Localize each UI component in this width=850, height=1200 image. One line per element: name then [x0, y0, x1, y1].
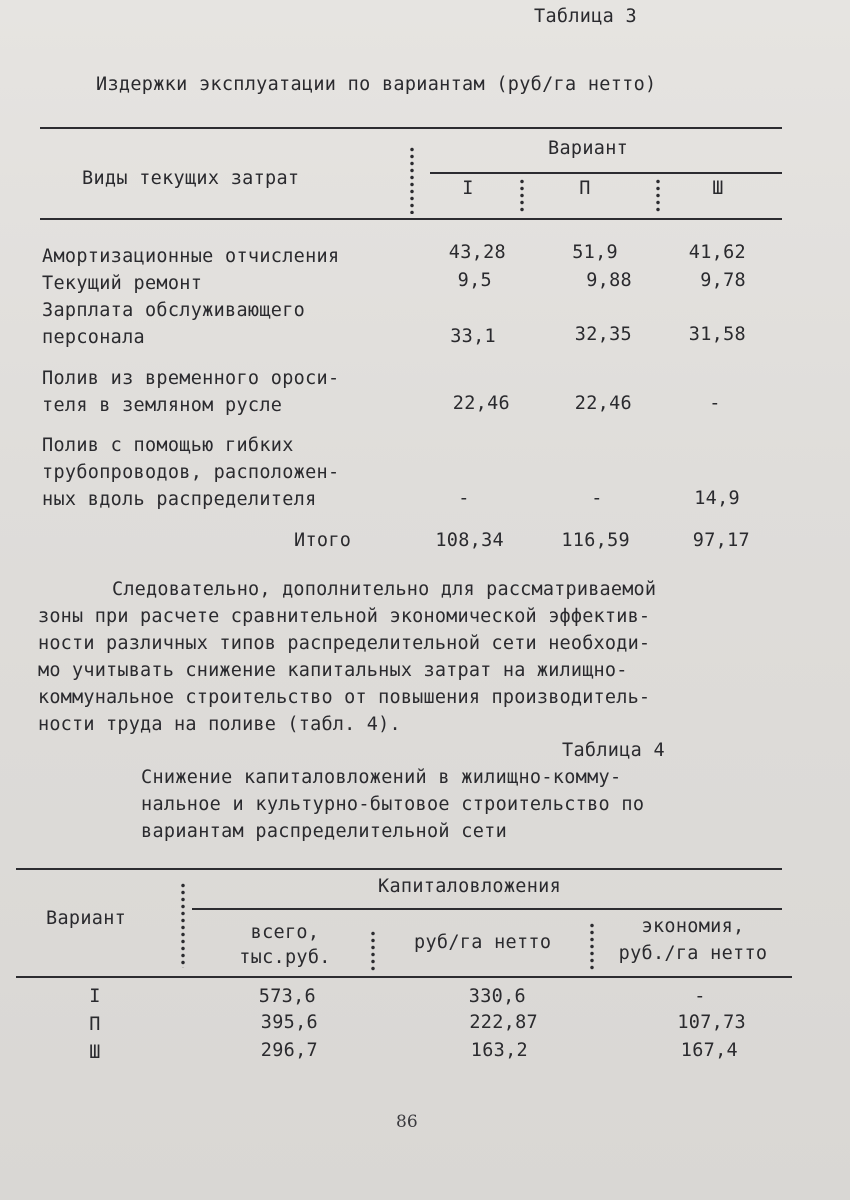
table4-col3-header: экономия,: [641, 916, 745, 937]
table4-group-rule: [192, 908, 782, 910]
table4-variant: П: [89, 1014, 101, 1035]
table3-cell: 33,1: [450, 326, 496, 347]
table4-label: Таблица 4: [562, 740, 665, 761]
table4-title: Снижение капиталовложений в жилищно-комму-: [141, 767, 622, 788]
table4-cell: 395,6: [260, 1012, 318, 1033]
table4-group-header: Капиталовложения: [378, 876, 562, 897]
table4-col3-header: руб./га нетто: [618, 943, 768, 964]
table3-cell: 22,46: [452, 393, 510, 414]
table3-total-cell: 116,59: [561, 530, 630, 551]
table4-header-divider: [181, 882, 185, 968]
table3-cell: 32,35: [574, 324, 632, 345]
table3-cell: 43,28: [448, 242, 506, 263]
table3-cell: 9,88: [586, 270, 632, 291]
table4-cell: 107,73: [677, 1012, 746, 1033]
table4-header-bottom-rule: [16, 976, 792, 978]
table3-cell: 9,5: [457, 270, 492, 291]
table4-cell: 167,4: [680, 1040, 738, 1061]
table3-row-label: персонала: [42, 327, 145, 348]
table3-row-header: Виды текущих затрат: [82, 168, 300, 189]
table4-cell: 163,2: [470, 1040, 528, 1061]
table3-cell: 41,62: [688, 242, 746, 263]
table4-cell: 330,6: [468, 986, 526, 1007]
table3-variant-header: Вариант: [548, 138, 629, 159]
table3-row-label: Зарплата обслуживающего: [42, 300, 306, 321]
table3-title: Издержки эксплуатации по вариантам (руб/га нетто): [96, 74, 657, 95]
table4-title: вариантам распределительной сети: [141, 821, 508, 842]
table4-title: нальное и культурно-бытовое строительство по: [141, 794, 645, 815]
table3-cell: 31,58: [688, 324, 746, 345]
table3-cell: 22,46: [574, 393, 632, 414]
table3-cell: 14,9: [694, 488, 740, 509]
paragraph-line: ности различных типов распределительной сети необходи-: [38, 633, 651, 654]
table3-header-divider: [410, 146, 414, 214]
table4-top-rule: [16, 868, 782, 870]
table3-variant-rule: [430, 172, 782, 174]
table4-col1-header: тыс.руб.: [239, 947, 331, 968]
table3-top-rule: [40, 127, 782, 129]
table3-cell: -: [591, 488, 603, 509]
table3-col-2: П: [579, 178, 591, 199]
table3-total-cell: 97,17: [692, 530, 750, 551]
table3-cell: 9,78: [700, 270, 746, 291]
table3-total-label: Итого: [294, 530, 352, 551]
table4-col2-header: руб/га нетто: [414, 932, 552, 953]
paragraph-line: коммунальное строительство от повышения производитель-: [38, 687, 651, 708]
page-number: 86: [396, 1112, 418, 1132]
table3-header-bottom-rule: [40, 218, 782, 220]
table4-variant: I: [89, 986, 101, 1007]
table4-col-divider-1: [371, 930, 375, 972]
table4-cell: -: [694, 986, 706, 1007]
table4-cell: 573,6: [258, 986, 316, 1007]
table4-col1-header: всего,: [250, 922, 320, 943]
table3-row-label: теля в земляном русле: [42, 395, 283, 416]
paragraph-line: ности труда на поливе (табл. 4).: [38, 714, 401, 735]
table4-cell: 222,87: [469, 1012, 538, 1033]
table3-col-3: Ш: [712, 178, 724, 199]
paragraph-line: мо учитывать снижение капитальных затрат на жилищно-: [38, 660, 628, 681]
table3-row-label: Полив с помощью гибких: [42, 435, 294, 456]
table3-cell: 51,9: [572, 242, 618, 263]
table4-variant: Ш: [89, 1042, 101, 1063]
table3-row-label: Амортизационные отчисления: [42, 246, 340, 267]
paragraph-line: зоны при расчете сравнительной экономической эффектив-: [38, 606, 651, 627]
table3-row-label: Полив из временного ороси-: [42, 368, 340, 389]
body-paragraph: [38, 576, 778, 738]
table3-col-divider-1: [520, 178, 524, 212]
table3-row-label: Текущий ремонт: [42, 273, 203, 294]
table3-total-cell: 108,34: [435, 530, 504, 551]
table3-label: Таблица 3: [534, 6, 637, 27]
table4-row-header: Вариант: [46, 908, 127, 929]
table3-row-label: трубопроводов, расположен-: [42, 462, 340, 483]
table3-col-1: I: [462, 178, 474, 199]
table4-cell: 296,7: [260, 1040, 318, 1061]
table3-cell: -: [709, 393, 721, 414]
table3-cell: -: [458, 488, 470, 509]
table3-row-label: ных вдоль распределителя: [42, 489, 317, 510]
table4-col-divider-2: [590, 922, 594, 972]
table3-col-divider-2: [656, 178, 660, 212]
paragraph-line: Следовательно, дополнительно для рассматриваемой: [112, 579, 657, 600]
